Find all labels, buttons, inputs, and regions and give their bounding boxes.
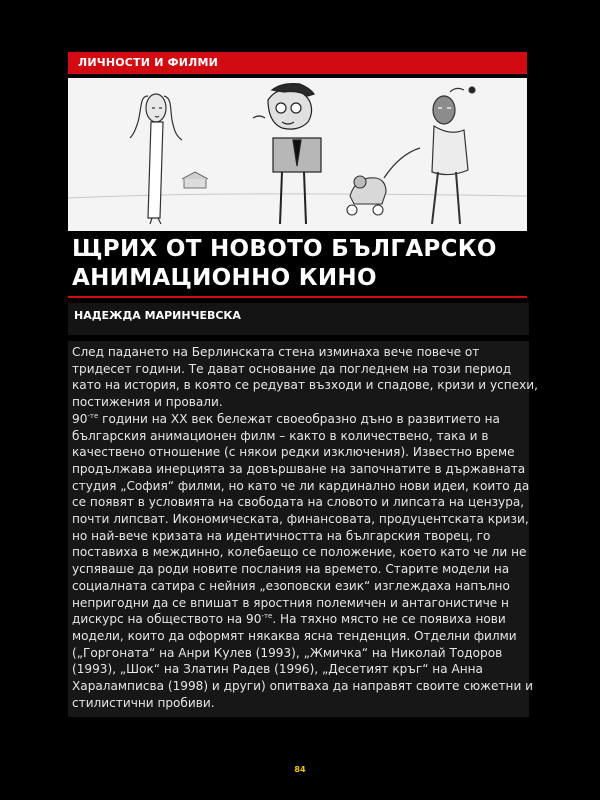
title-divider bbox=[68, 296, 527, 298]
section-bar bbox=[68, 52, 527, 74]
article-body-text bbox=[72, 344, 538, 711]
body-line: Хараламписва (1998) и други) опитваха да направят своите сюжетни и bbox=[72, 679, 534, 694]
ordinal-suffix: -те bbox=[261, 612, 273, 621]
section-label: ЛИЧНОСТИ И ФИЛМИ bbox=[78, 56, 219, 69]
body-line: но най-вече кризата на идентичността на българския творец, го bbox=[72, 528, 491, 543]
body-line: българския анимационен филм – както в количествено, така и в bbox=[72, 428, 489, 443]
body-line: („Горгоната“ на Анри Кулев (1993), „Жмичка“ на Николай Тодоров bbox=[72, 645, 503, 660]
author-name: НАДЕЖДА МАРИНЧЕВСКА bbox=[74, 309, 241, 322]
body-line-start: дискурс на обществото на 90 bbox=[72, 612, 262, 627]
body-line bbox=[72, 411, 530, 428]
body-line: тридесет години. Те дават основание да погледнем на този период bbox=[72, 361, 512, 376]
body-line-rest: . На тяхно място не се появиха нови bbox=[272, 612, 506, 627]
cartoon-characters-illustration bbox=[68, 78, 527, 231]
body-line: се появят в условията на свободата на словото и липсата на цензура, bbox=[72, 495, 525, 510]
body-line: продължава инерцията за довършване на започнатите в държавната bbox=[72, 461, 526, 476]
body-line: като на история, в която се редуват възходи и спадове, кризи и успехи, bbox=[72, 378, 538, 393]
article-illustration bbox=[68, 78, 527, 231]
body-line: непригодни да се впишат в яростния полемичен и антагонистиче н bbox=[72, 595, 509, 610]
body-line: успяваше да роди новите послания на времето. Старите модели на bbox=[72, 562, 510, 577]
body-line: качествено отношение (с някои редки изключения). Известно време bbox=[72, 445, 515, 460]
body-line-rest: години на XX век бележат своеобразно дъно в развитието на bbox=[98, 411, 500, 426]
body-line: почти липсват. Икономическата, финансовата, продуцентската кризи, bbox=[72, 512, 529, 527]
body-line: поставиха в междинно, колебаещо се положение, което като че ли не bbox=[72, 545, 527, 560]
article-body bbox=[68, 341, 538, 717]
body-line: социалната сатира с нейния „езоповски език“ изглеждаха напълно bbox=[72, 578, 510, 593]
body-line: (1993), „Шок“ на Златин Радев (1996), „Десетият кръг“ на Анна bbox=[72, 662, 483, 677]
body-line bbox=[72, 611, 530, 628]
body-line: модели, които да оформят някаква ясна тенденция. Отделни филми bbox=[72, 628, 517, 643]
body-line: След падането на Берлинската стена изминаха вече повече от bbox=[72, 345, 480, 359]
ordinal-suffix: -те bbox=[87, 411, 99, 420]
article-title bbox=[72, 235, 532, 293]
author-bar bbox=[68, 303, 529, 335]
decade-number: 90 bbox=[72, 411, 88, 426]
body-line: стилистични пробиви. bbox=[72, 695, 215, 710]
article-title-line-1: ЩРИХ ОТ НОВОТО БЪЛГАРСКО bbox=[72, 236, 497, 262]
article-title-line-2: АНИМАЦИОННО КИНО bbox=[72, 265, 377, 291]
body-line: студия „София“ филми, но като че ли кардинално нови идеи, които да bbox=[72, 478, 530, 493]
page-number: 84 bbox=[294, 765, 306, 774]
body-line: постижения и провали. bbox=[72, 395, 223, 410]
